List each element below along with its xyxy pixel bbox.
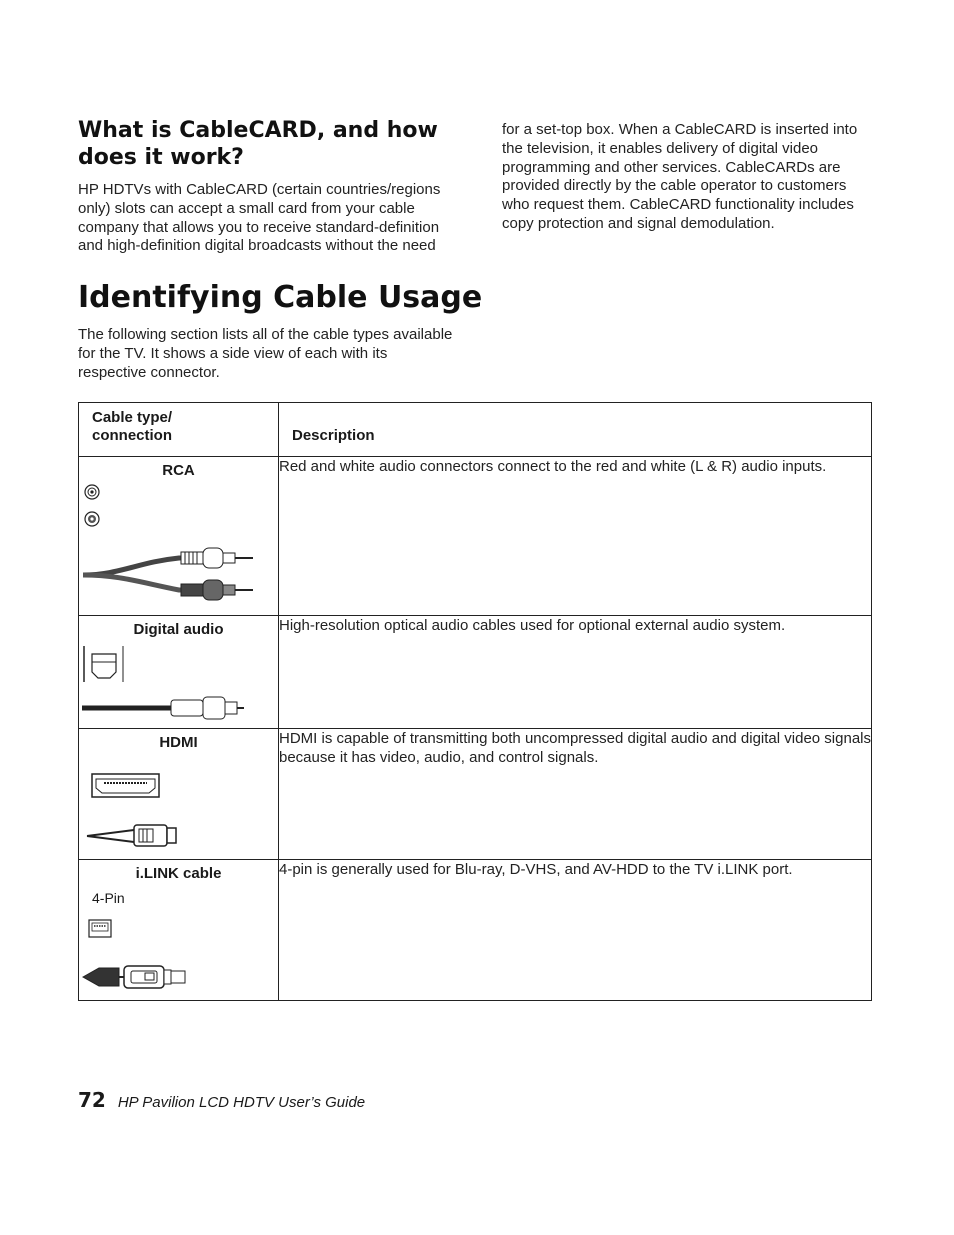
cable-name-ilink: i.LINK cable — [135, 865, 222, 882]
cable-table — [78, 402, 872, 1001]
description-ilink: 4-pin is generally used for Blu-ray, D-VHS, and AV-HDD to the TV i.LINK port. — [279, 860, 872, 1001]
cable-name-rca: RCA — [162, 462, 195, 479]
footer-title: HP Pavilion LCD HDTV User’s Guide — [117, 1094, 366, 1111]
table-row — [79, 860, 872, 1001]
type-cell-hdmi — [79, 729, 279, 860]
ilink-pin-label: 4-Pin — [92, 890, 125, 906]
header-cable-type: Cable type/ connection — [92, 409, 173, 444]
cablecard-paragraph-left: HP HDTVs with CableCARD (certain countries/regions only) slots can accept a small card from your cable company that allows you to receive standard-definition and high-definition digital broadcasts without the need — [78, 181, 441, 255]
table-row — [79, 616, 872, 729]
hdmi-cable-icon — [79, 729, 278, 859]
cable-name-digital-audio: Digital audio — [133, 621, 224, 638]
cable-name-hdmi: HDMI — [159, 734, 198, 751]
table-row — [79, 457, 872, 616]
page-number: 72 — [78, 1088, 106, 1112]
type-cell-digital-audio — [79, 616, 279, 729]
header-cell-description — [279, 403, 872, 457]
description-hdmi: HDMI is capable of transmitting both uncompressed digital audio and digital video signals because it has video, audio, and control signals. — [279, 729, 872, 860]
table-header-row — [79, 403, 872, 457]
cablecard-paragraph-right: for a set-top box. When a CableCARD is inserted into the television, it enables delivery of digital video programming and other services. CableCARDs are provided directly by the cable operator to customers who request them. CableCARD functionality includes copy protection and signal demodulation. — [502, 121, 858, 232]
type-cell-ilink — [79, 860, 279, 1001]
description-digital-audio: High-resolution optical audio cables used for optional external audio system. — [279, 616, 872, 729]
ilink-cable-icon — [79, 860, 278, 1000]
cable-usage-intro: The following section lists all of the cable types available for the TV. It shows a side view of each with its respective connector. — [78, 326, 453, 381]
cable-usage-heading: Identifying Cable Usage — [78, 280, 483, 315]
rca-cable-icon — [79, 457, 278, 615]
type-cell-rca — [79, 457, 279, 616]
header-description: Description — [292, 427, 375, 444]
description-rca: Red and white audio connectors connect to the red and white (L & R) audio inputs. — [279, 457, 872, 616]
cablecard-heading: What is CableCARD, and how does it work? — [78, 118, 438, 170]
page-footer — [78, 1088, 365, 1112]
optical-cable-icon — [79, 616, 278, 728]
table-row — [79, 729, 872, 860]
header-cell-type — [79, 403, 279, 457]
